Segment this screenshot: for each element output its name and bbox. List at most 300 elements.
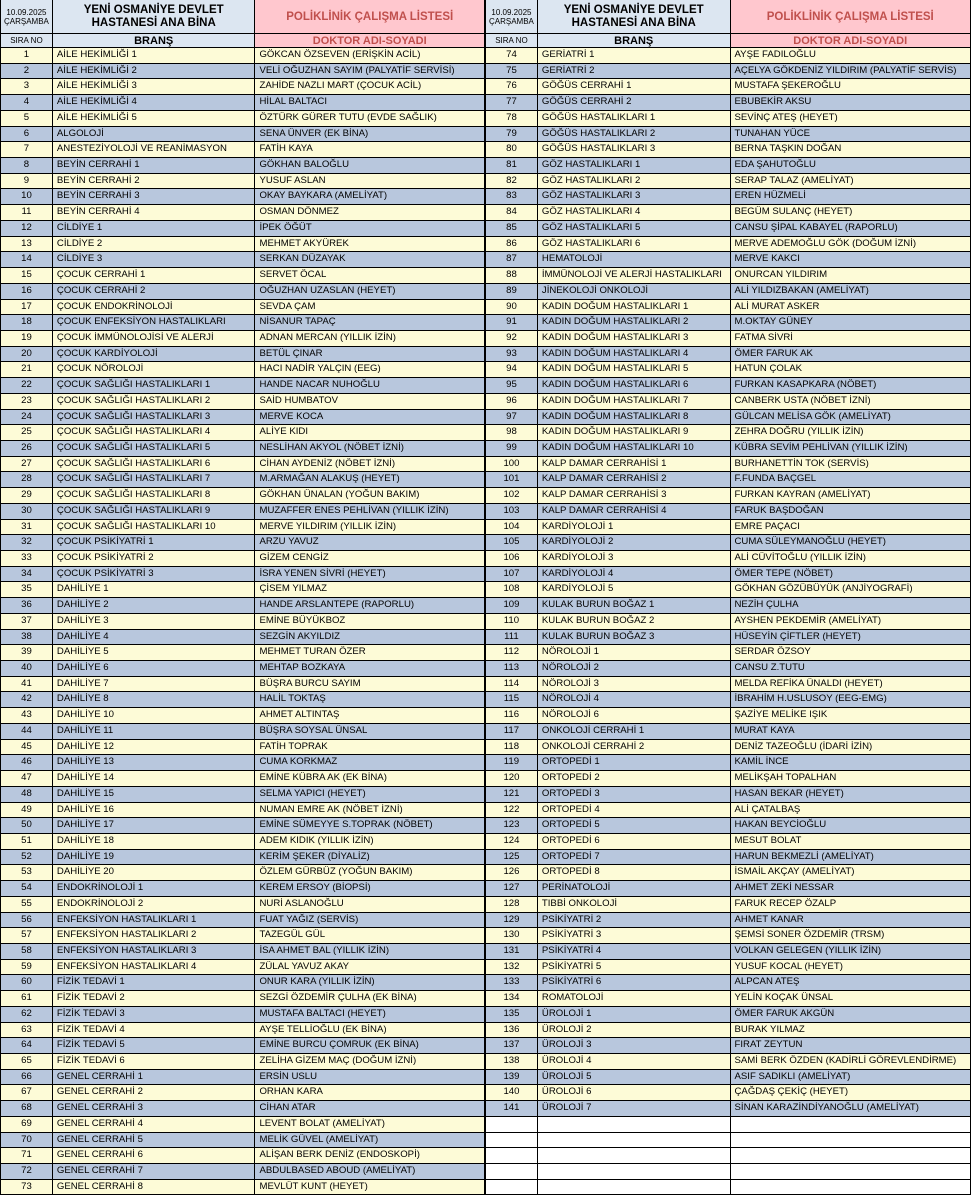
row-number: 39 [1, 645, 53, 661]
row-number: 69 [1, 1117, 53, 1133]
doctor-name: BÜŞRA BURCU SAYIM [255, 677, 485, 693]
row-number: 78 [486, 111, 538, 127]
table-row [1, 1007, 485, 1023]
branch-name: KADIN DOĞUM HASTALIKLARI 5 [538, 362, 731, 378]
date-text: 10.09.2025 [6, 7, 47, 17]
empty-row [486, 1133, 971, 1149]
doctor-name: NUMAN EMRE AK (NÖBET İZNİ) [255, 803, 485, 819]
row-number: 50 [1, 818, 53, 834]
branch-name: ONKOLOJİ CERRAHİ 2 [538, 740, 731, 756]
branch-name: ORTOPEDİ 3 [538, 787, 731, 803]
row-number: 96 [486, 394, 538, 410]
table-row [1, 127, 485, 143]
row-number: 122 [486, 803, 538, 819]
branch-name: FİZİK TEDAVİ 2 [53, 991, 256, 1007]
doctor-name: İSA AHMET BAL (YILLIK İZİN) [255, 944, 485, 960]
row-number: 35 [1, 582, 53, 598]
table-row [1, 1085, 485, 1101]
row-number: 43 [1, 708, 53, 724]
row-number: 95 [486, 378, 538, 394]
branch-name: KADIN DOĞUM HASTALIKLARI 7 [538, 394, 731, 410]
table-row [1, 881, 485, 897]
table-row [486, 268, 971, 284]
row-number: 28 [1, 472, 53, 488]
table-row [1, 189, 485, 205]
branch-name: DAHİLİYE 2 [53, 598, 256, 614]
doctor-name [731, 1148, 971, 1164]
row-number: 75 [486, 64, 538, 80]
table-row [1, 1164, 485, 1180]
row-number: 91 [486, 315, 538, 331]
row-number: 140 [486, 1085, 538, 1101]
row-number: 32 [1, 535, 53, 551]
table-row [486, 991, 971, 1007]
doctor-name: AHMET KANAR [731, 913, 971, 929]
branch-name: KARDİYOLOJİ 4 [538, 567, 731, 583]
table-row [1, 300, 485, 316]
branch-name: JİNEKOLOJİ ONKOLOJİ [538, 284, 731, 300]
doctor-name: BÜŞRA SOYSAL ÜNSAL [255, 724, 485, 740]
doctor-name: SEVİNÇ ATEŞ (HEYET) [731, 111, 971, 127]
table-row [1, 472, 485, 488]
branch-name: DAHİLİYE 8 [53, 692, 256, 708]
branch-name: DAHİLİYE 18 [53, 834, 256, 850]
doctor-name: HAKAN BEYCİOĞLU [731, 818, 971, 834]
doctor-name: SENA ÜNVER (EK BİNA) [255, 127, 485, 143]
row-number [486, 1164, 538, 1180]
doctor-name: ABDULBASED ABOUD (AMELİYAT) [255, 1164, 485, 1180]
row-number: 36 [1, 598, 53, 614]
table-row [1, 95, 485, 111]
branch-name: GENEL CERRAHİ 4 [53, 1117, 256, 1133]
doctor-name: MEHMET AKYÜREK [255, 237, 485, 253]
doctor-name: MEHMET TURAN ÖZER [255, 645, 485, 661]
doctor-name: EMİNE BÜYÜKBOZ [255, 614, 485, 630]
doctor-name: TUNAHAN YÜCE [731, 127, 971, 143]
table-row [1, 331, 485, 347]
branch-name: ORTOPEDİ 5 [538, 818, 731, 834]
doctor-name: OĞUZHAN UZASLAN (HEYET) [255, 284, 485, 300]
row-number [486, 1133, 538, 1149]
table-row [1, 205, 485, 221]
row-number: 114 [486, 677, 538, 693]
table-row [486, 614, 971, 630]
day-text: ÇARŞAMBA [3, 16, 49, 26]
branch-name: KALP DAMAR CERRAHİSİ 2 [538, 472, 731, 488]
doctor-name: MELDA REFİKA ÜNALDI (HEYET) [731, 677, 971, 693]
table-row [1, 975, 485, 991]
row-number: 112 [486, 645, 538, 661]
row-number: 45 [1, 740, 53, 756]
branch-name: ÇOCUK CERRAHİ 1 [53, 268, 256, 284]
row-number: 6 [1, 127, 53, 143]
table-row [1, 347, 485, 363]
doctor-name: FARUK RECEP ÖZALP [731, 897, 971, 913]
row-number: 97 [486, 410, 538, 426]
doctor-name: ÇAĞDAŞ ÇEKİÇ (HEYET) [731, 1085, 971, 1101]
branch-name: ÜROLOJİ 7 [538, 1101, 731, 1117]
table-row [486, 567, 971, 583]
table-row [1, 850, 485, 866]
row-number: 98 [486, 425, 538, 441]
table-row [1, 410, 485, 426]
doctor-name: SAİD HUMBATOV [255, 394, 485, 410]
table-row [1, 1117, 485, 1133]
branch-name: DAHİLİYE 1 [53, 582, 256, 598]
table-row [486, 598, 971, 614]
table-row [1, 928, 485, 944]
table-row [486, 174, 971, 190]
table-row [1, 64, 485, 80]
table-row [486, 284, 971, 300]
doctor-name: MESUT BOLAT [731, 834, 971, 850]
table-row [1, 252, 485, 268]
table-row [486, 787, 971, 803]
row-number: 64 [1, 1038, 53, 1054]
row-number: 23 [1, 394, 53, 410]
row-number: 138 [486, 1054, 538, 1070]
table-row [486, 362, 971, 378]
table-row [486, 205, 971, 221]
table-row [486, 771, 971, 787]
doctor-name: BETÜL ÇINAR [255, 347, 485, 363]
doctor-name: ARZU YAVUZ [255, 535, 485, 551]
table-row [1, 1101, 485, 1117]
row-number [486, 1148, 538, 1164]
doctor-name: SEZGİN AKYILDIZ [255, 630, 485, 646]
table-row [486, 1070, 971, 1086]
branch-name: FİZİK TEDAVİ 6 [53, 1054, 256, 1070]
doctor-name: EBUBEKİR AKSU [731, 95, 971, 111]
doctor-name: M.OKTAY GÜNEY [731, 315, 971, 331]
date-cell [486, 0, 538, 34]
header-row [1, 0, 485, 34]
row-number: 68 [1, 1101, 53, 1117]
row-number: 63 [1, 1023, 53, 1039]
doctor-name: YUSUF ASLAN [255, 174, 485, 190]
branch-name: AİLE HEKİMLİĞİ 2 [53, 64, 256, 80]
table-row [486, 944, 971, 960]
branch-name: KALP DAMAR CERRAHİSİ 4 [538, 504, 731, 520]
branch-name: AİLE HEKİMLİĞİ 1 [53, 48, 256, 64]
doctor-name: MUZAFFER ENES PEHLİVAN (YILLIK İZİN) [255, 504, 485, 520]
doctor-name: EREN HÜZMELİ [731, 189, 971, 205]
table-row [486, 724, 971, 740]
doctor-name: SEZGİ ÖZDEMİR ÇULHA (EK BİNA) [255, 991, 485, 1007]
table-row [1, 771, 485, 787]
branch-name: KULAK BURUN BOĞAZ 3 [538, 630, 731, 646]
branch-name: ÇOCUK SAĞLIĞI HASTALIKLARI 3 [53, 410, 256, 426]
row-number: 106 [486, 551, 538, 567]
row-number: 20 [1, 347, 53, 363]
row-number: 136 [486, 1023, 538, 1039]
table-row [1, 630, 485, 646]
doctor-name: EMİNE BURCU ÇOMRUK (EK BİNA) [255, 1038, 485, 1054]
branch-name: ORTOPEDİ 4 [538, 803, 731, 819]
col-header-doctor: DOKTOR ADI-SOYADI [255, 34, 485, 48]
branch-name: ONKOLOJİ CERRAHİ 1 [538, 724, 731, 740]
doctor-name: MERVE ADEMOĞLU GÖK (DOĞUM İZNİ) [731, 237, 971, 253]
table-row [486, 1101, 971, 1117]
branch-name: GENEL CERRAHİ 1 [53, 1070, 256, 1086]
empty-row [486, 1180, 971, 1196]
row-number: 127 [486, 881, 538, 897]
table-row [486, 457, 971, 473]
list-title: POLİKLİNİK ÇALIŞMA LİSTESİ [255, 0, 485, 34]
doctor-name: BURHANETTİN TOK (SERVİS) [731, 457, 971, 473]
doctor-name: ŞAZİYE MELİKE IŞIK [731, 708, 971, 724]
table-row [1, 504, 485, 520]
column-header-row [1, 34, 485, 48]
branch-name: NÖROLOJİ 6 [538, 708, 731, 724]
doctor-name: CUMA SÜLEYMANOĞLU (HEYET) [731, 535, 971, 551]
branch-name: DAHİLİYE 13 [53, 755, 256, 771]
table-row [486, 1085, 971, 1101]
table-row [486, 928, 971, 944]
table-row [1, 582, 485, 598]
table-row [486, 111, 971, 127]
row-number: 30 [1, 504, 53, 520]
doctor-name: ALİ YILDIZBAKAN (AMELİYAT) [731, 284, 971, 300]
table-row [486, 347, 971, 363]
col-header-doctor: DOKTOR ADI-SOYADI [731, 34, 971, 48]
row-number: 33 [1, 551, 53, 567]
table-row [1, 818, 485, 834]
table-row [1, 567, 485, 583]
branch-name: ÇOCUK CERRAHİ 2 [53, 284, 256, 300]
branch-name: BEYİN CERRAHİ 2 [53, 174, 256, 190]
row-number: 119 [486, 755, 538, 771]
doctor-name: ZÜLAL YAVUZ AKAY [255, 960, 485, 976]
branch-name: ORTOPEDİ 8 [538, 865, 731, 881]
branch-name: DAHİLİYE 12 [53, 740, 256, 756]
row-number: 72 [1, 1164, 53, 1180]
table-row [486, 441, 971, 457]
table-row [1, 645, 485, 661]
branch-name: DAHİLİYE 16 [53, 803, 256, 819]
table-row [1, 787, 485, 803]
table-row [1, 315, 485, 331]
branch-name: KALP DAMAR CERRAHİSİ 1 [538, 457, 731, 473]
row-number: 139 [486, 1070, 538, 1086]
row-number: 77 [486, 95, 538, 111]
branch-name: ÇOCUK PSİKİYATRİ 2 [53, 551, 256, 567]
branch-name: FİZİK TEDAVİ 5 [53, 1038, 256, 1054]
doctor-name: ERSİN USLU [255, 1070, 485, 1086]
branch-name: GENEL CERRAHİ 5 [53, 1133, 256, 1149]
doctor-name: ZELİHA GİZEM MAÇ (DOĞUM İZNİ) [255, 1054, 485, 1070]
branch-name: BEYİN CERRAHİ 1 [53, 158, 256, 174]
row-number: 100 [486, 457, 538, 473]
branch-name: GÖZ HASTALIKLARI 1 [538, 158, 731, 174]
table-row [486, 520, 971, 536]
row-number: 125 [486, 850, 538, 866]
row-number: 92 [486, 331, 538, 347]
row-number: 51 [1, 834, 53, 850]
table-row [486, 221, 971, 237]
day-text: ÇARŞAMBA [488, 16, 534, 26]
row-number: 5 [1, 111, 53, 127]
table-row [486, 48, 971, 64]
branch-name: KARDİYOLOJİ 1 [538, 520, 731, 536]
doctor-name: FIRAT ZEYTUN [731, 1038, 971, 1054]
doctor-name: SERKAN DÜZAYAK [255, 252, 485, 268]
table-row [486, 582, 971, 598]
branch-name [538, 1117, 731, 1133]
doctor-name: GÖKHAN ÜNALAN (YOĞUN BAKIM) [255, 488, 485, 504]
branch-name: AİLE HEKİMLİĞİ 4 [53, 95, 256, 111]
branch-name: AİLE HEKİMLİĞİ 3 [53, 79, 256, 95]
table-row [486, 394, 971, 410]
row-number: 31 [1, 520, 53, 536]
row-number: 41 [1, 677, 53, 693]
branch-name: FİZİK TEDAVİ 1 [53, 975, 256, 991]
table-row [1, 79, 485, 95]
doctor-name: ADEM KIDIK (YILLIK İZİN) [255, 834, 485, 850]
branch-name: KADIN DOĞUM HASTALIKLARI 9 [538, 425, 731, 441]
table-row [486, 1038, 971, 1054]
table-row [1, 378, 485, 394]
table-row [486, 740, 971, 756]
col-header-no: SIRA NO [1, 34, 53, 48]
branch-name: KADIN DOĞUM HASTALIKLARI 3 [538, 331, 731, 347]
branch-name: KADIN DOĞUM HASTALIKLARI 6 [538, 378, 731, 394]
doctor-name: OKAY BAYKARA (AMELİYAT) [255, 189, 485, 205]
row-number: 111 [486, 630, 538, 646]
branch-name: ÇOCUK SAĞLIĞI HASTALIKLARI 6 [53, 457, 256, 473]
row-number: 24 [1, 410, 53, 426]
row-number: 29 [1, 488, 53, 504]
doctor-name: FARUK BAŞDOĞAN [731, 504, 971, 520]
table-row [1, 960, 485, 976]
doctor-name: VOLKAN GELEGEN (YILLIK İZİN) [731, 944, 971, 960]
left-table [0, 0, 485, 1195]
doctor-name: MURAT KAYA [731, 724, 971, 740]
doctor-name: ONUR KARA (YILLIK İZİN) [255, 975, 485, 991]
doctor-name: ALİ CÜVİTOĞLU (YILLIK İZİN) [731, 551, 971, 567]
row-number: 107 [486, 567, 538, 583]
branch-name: ÇOCUK ENDOKRİNOLOJİ [53, 300, 256, 316]
row-number: 116 [486, 708, 538, 724]
row-number: 9 [1, 174, 53, 190]
branch-name: NÖROLOJİ 4 [538, 692, 731, 708]
row-number: 4 [1, 95, 53, 111]
doctor-name: KEREM ERSOY (BİOPSİ) [255, 881, 485, 897]
table-row [1, 488, 485, 504]
branch-name: GENEL CERRAHİ 2 [53, 1085, 256, 1101]
branch-name: ÇOCUK PSİKİYATRİ 1 [53, 535, 256, 551]
doctor-name: GİZEM CENGİZ [255, 551, 485, 567]
table-row [486, 677, 971, 693]
empty-row [486, 1164, 971, 1180]
branch-name: KARDİYOLOJİ 2 [538, 535, 731, 551]
table-row [1, 740, 485, 756]
doctor-name: MELİKŞAH TOPALHAN [731, 771, 971, 787]
table-row [1, 268, 485, 284]
branch-name: GERİATRİ 2 [538, 64, 731, 80]
doctor-name: EMİNE KÜBRA AK (EK BİNA) [255, 771, 485, 787]
branch-name: ENFEKSİYON HASTALIKLARI 3 [53, 944, 256, 960]
doctor-name: BEGÜM SULANÇ (HEYET) [731, 205, 971, 221]
doctor-name: HANDE NACAR NUHOĞLU [255, 378, 485, 394]
table-row [486, 142, 971, 158]
list-title: POLİKLİNİK ÇALIŞMA LİSTESİ [731, 0, 971, 34]
doctor-name: HACI NADİR YALÇIN (EEG) [255, 362, 485, 378]
row-number: 25 [1, 425, 53, 441]
doctor-name: SERDAR ÖZSOY [731, 645, 971, 661]
doctor-name: EDA ŞAHUTOĞLU [731, 158, 971, 174]
hospital-name: YENİ OSMANİYE DEVLET HASTANESİ ANA BİNA [53, 0, 256, 34]
doctor-name: HATUN ÇOLAK [731, 362, 971, 378]
table-row [1, 1133, 485, 1149]
doctor-name: ALİ MURAT ASKER [731, 300, 971, 316]
doctor-name: GÖKCAN ÖZSEVEN (ERİŞKİN ACİL) [255, 48, 485, 64]
row-number: 21 [1, 362, 53, 378]
branch-name: KADIN DOĞUM HASTALIKLARI 10 [538, 441, 731, 457]
doctor-name: SERAP TALAZ (AMELİYAT) [731, 174, 971, 190]
doctor-name: FUAT YAĞIZ (SERVİS) [255, 913, 485, 929]
row-number: 76 [486, 79, 538, 95]
right-table [485, 0, 971, 1195]
branch-name: GENEL CERRAHİ 3 [53, 1101, 256, 1117]
branch-name: GÖĞÜS CERRAHİ 2 [538, 95, 731, 111]
branch-name: GÖĞÜS CERRAHİ 1 [538, 79, 731, 95]
table-row [486, 913, 971, 929]
row-number: 40 [1, 661, 53, 677]
row-number: 62 [1, 1007, 53, 1023]
doctor-name: ONURCAN YILDIRIM [731, 268, 971, 284]
table-row [486, 708, 971, 724]
table-row [486, 252, 971, 268]
row-number: 134 [486, 991, 538, 1007]
table-row [486, 897, 971, 913]
row-number: 44 [1, 724, 53, 740]
branch-name: ÇOCUK SAĞLIĞI HASTALIKLARI 4 [53, 425, 256, 441]
table-row [486, 425, 971, 441]
doctor-name: ÖZTÜRK GÜRER TUTU (EVDE SAĞLIK) [255, 111, 485, 127]
row-number: 113 [486, 661, 538, 677]
row-number: 61 [1, 991, 53, 1007]
branch-name: HEMATOLOJİ [538, 252, 731, 268]
row-number: 85 [486, 221, 538, 237]
doctor-name: EMİNE SÜMEYYE S.TOPRAK (NÖBET) [255, 818, 485, 834]
column-header-row [486, 34, 971, 48]
branch-name: DAHİLİYE 10 [53, 708, 256, 724]
branch-name: ÇOCUK SAĞLIĞI HASTALIKLARI 9 [53, 504, 256, 520]
row-number: 137 [486, 1038, 538, 1054]
row-number: 65 [1, 1054, 53, 1070]
branch-name [538, 1148, 731, 1164]
branch-name: ÜROLOJİ 1 [538, 1007, 731, 1023]
doctor-name: BURAK YILMAZ [731, 1023, 971, 1039]
row-number: 88 [486, 268, 538, 284]
row-number: 120 [486, 771, 538, 787]
row-number: 54 [1, 881, 53, 897]
branch-name: DAHİLİYE 3 [53, 614, 256, 630]
row-number: 57 [1, 928, 53, 944]
row-number: 16 [1, 284, 53, 300]
row-number: 56 [1, 913, 53, 929]
row-number: 80 [486, 142, 538, 158]
row-number: 53 [1, 865, 53, 881]
table-row [1, 520, 485, 536]
table-row [1, 897, 485, 913]
doctor-name: İBRAHİM H.USLUSOY (EEG-EMG) [731, 692, 971, 708]
table-row [1, 1054, 485, 1070]
doctor-name: OSMAN DÖNMEZ [255, 205, 485, 221]
row-number: 81 [486, 158, 538, 174]
doctor-name: MEHTAP BOZKAYA [255, 661, 485, 677]
